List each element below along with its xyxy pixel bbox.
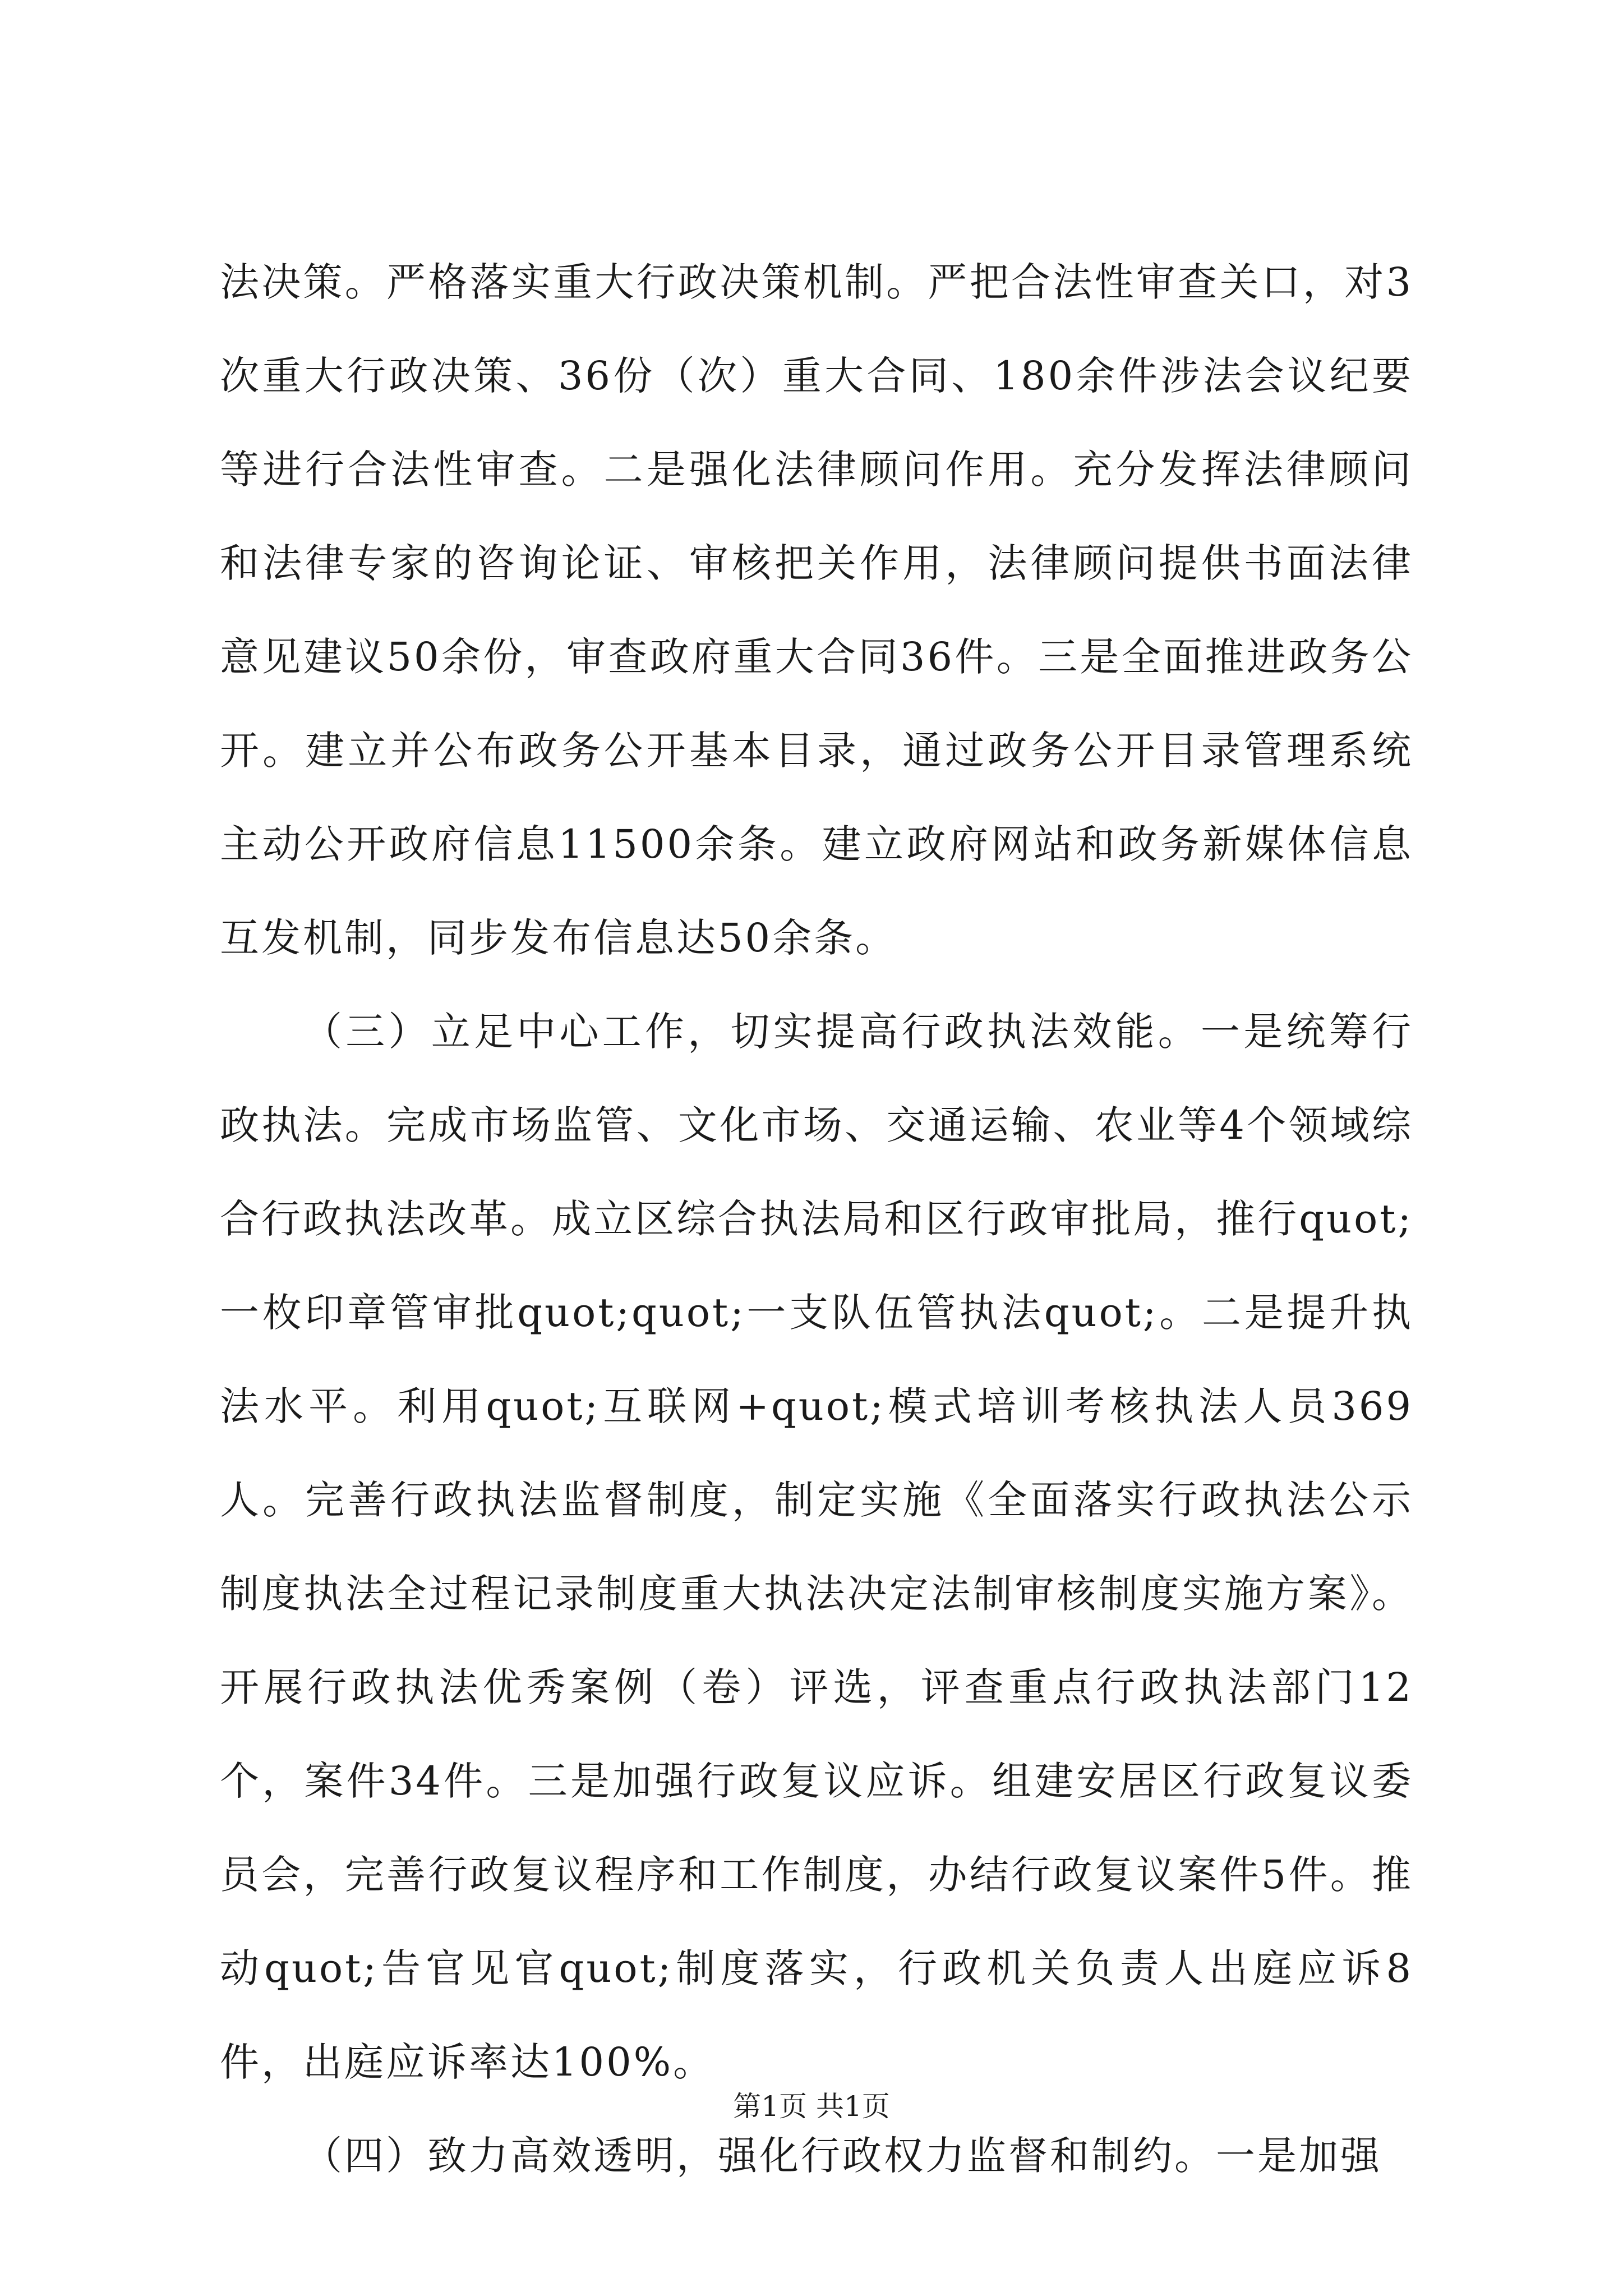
page-number-footer: 第1页 共1页: [733, 2090, 890, 2123]
paragraph-section-three: （三）立足中心工作，切实提高行政执法效能。一是统筹行政执法。完成市场监管、文化市场、交通运输、农业等4个领域综合行政执法改革。成立区综合执法局和区行政审批局，推行quot;一枚印章管审批quot;quot;一支队伍管执法quot;。二是提升执法水平。利用quot;互联网+quot;模式培训考核执法人员369人。完善行政执法监督制度，制定实施《全面落实行政执法公示制度执法全过程记录制度重大执法决定法制审核制度实施方案》。开展行政执法优秀案例（卷）评选，评查重点行政执法部门12个，案件34件。三是加强行政复议应诉。组建安居区行政复议委员会，完善行政复议程序和工作制度，办结行政复议案件5件。推动quot;告官见官quot;制度落实，行政机关负责人出庭应诉8件，出庭应诉率达100%。: [220, 1009, 1413, 2085]
paragraph-legal-decision: 法决策。严格落实重大行政决策机制。严把合法性审查关口，对3次重大行政决策、36份（次）重大合同、180余件涉法会议纪要等进行合法性审查。二是强化法律顾问作用。充分发挥法律顾问和法律专家的咨询论证、审核把关作用，法律顾问提供书面法律意见建议50余份，审查政府重大合同36件。三是全面推进政务公开。建立并公布政务公开基本目录，通过政务公开目录管理系统主动公开政府信息11500余条。建立政府网站和政务新媒体信息互发机制，同步发布信息达50余条。: [220, 259, 1413, 961]
document-body: [220, 236, 1413, 2203]
paragraph-section-four: （四）致力高效透明，强化行政权力监督和制约。一是加强: [303, 2133, 1382, 2179]
